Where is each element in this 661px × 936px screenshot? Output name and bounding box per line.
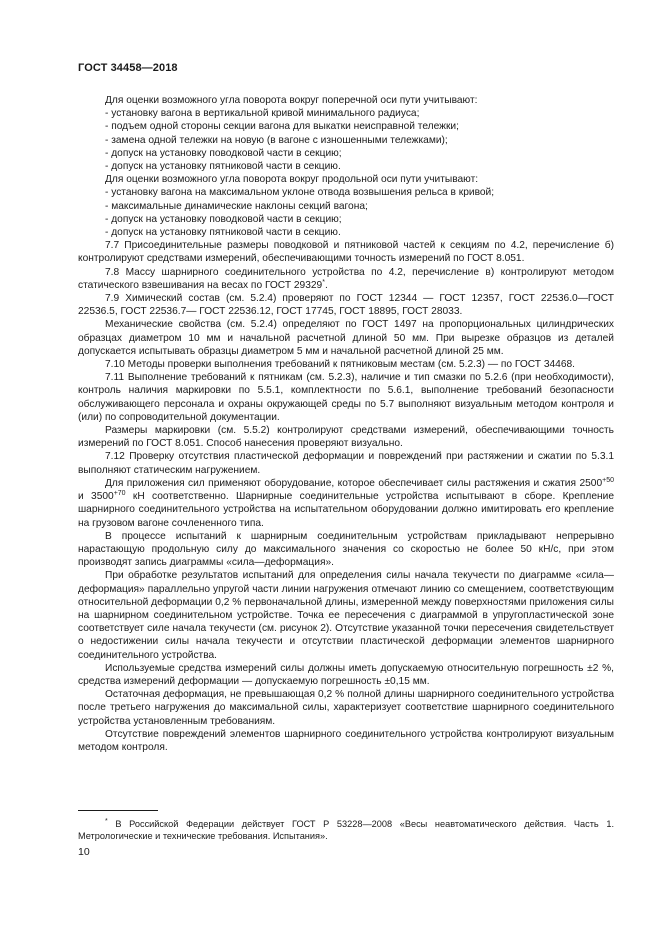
tolerance-superscript: +70 [113, 490, 126, 498]
tolerance-superscript: +50 [602, 476, 614, 484]
clause-text-end: . [324, 279, 328, 291]
text-part: Для приложения сил применяют оборудование, которое обеспечивает силы растяжения и сжатия 2500 [105, 477, 603, 489]
footnote-mark: * [105, 818, 108, 825]
clause-text: 7.8 Массу шарнирного соединительного устройства по 4.2, перечисление в) контролируют методом статического взвешивания на весах по ГОСТ 29329 [78, 266, 614, 291]
paragraph: Для оценки возможного угла поворота вокруг продольной оси пути учитывают: [105, 174, 479, 186]
paragraph: В процессе испытаний к шарнирным соединительным устройствам прикладывают непрерывно нарастающую продольную силу до максимального значения со скоростью не более 50 кН/с, при этом производят запись диаграммы «сила—деформация». [78, 530, 614, 569]
text-part: кН соответственно. Шарнирные соединительные устройства испытывают в сборе. Крепление шарнирного соединительного устройства на испытательном оборудовании должно имитировать его крепление на грузовом вагоне сочлененного типа. [78, 491, 614, 529]
main-text [78, 94, 614, 754]
footnote-reference: * [322, 278, 325, 286]
document-header: ГОСТ 34458—2018 [78, 62, 178, 74]
clause-7-12: 7.12 Проверку отсутствия пластической деформации и повреждений при растяжении и сжатии по 5.3.1 выполняют статическим нагружением. [78, 451, 614, 476]
paragraph: Для оценки возможного угла поворота вокруг поперечной оси пути учитывают: [105, 95, 478, 106]
list-item: - замена одной тележки на новую (в вагоне с изношенными тележками); [105, 134, 448, 146]
paragraph: Используемые средства измерений силы должны иметь допускаемую относительную погрешность ±2 %, средства измерений деформации — допускаемую погрешность ±0,15 мм. [78, 662, 614, 687]
list-item: - максимальные динамические наклоны секций вагона; [105, 200, 368, 212]
list-item: - установку вагона на максимальном уклоне отвода возвышения рельса в кривой; [105, 187, 495, 199]
list-item: - допуск на установку пятниковой части в секцию. [105, 227, 341, 239]
list-item: - установку вагона в вертикальной кривой минимального радиуса; [105, 108, 420, 120]
footnote-divider [78, 810, 158, 811]
paragraph: Механические свойства (см. 5.2.4) определяют по ГОСТ 1497 на пропорциональных цилиндрических образцах диаметром 10 мм и начальной расчетной длиной 50 мм. При вырезке образцов из деталей допускается испытывать образцы диаметром 5 мм и начальной расчетной длиной 25 мм. [78, 319, 614, 357]
page-number: 10 [78, 846, 90, 858]
list-item: - допуск на установку пятниковой части в секцию. [105, 161, 341, 173]
clause-7-11: 7.11 Выполнение требований к пятникам (см. 5.2.3), наличие и тип смазки по 5.2.6 (при необходимости), контроль наличия маркировки по 5.5.1, комплектности по 5.6.1, выполнение требований безопасности обслуживающего персонала и охраны окружающей среды по 5.7 выполняют визуальным методом контроля и (или) по сопроводительной документации. [78, 372, 614, 423]
list-item: - подъем одной стороны секции вагона для выкатки неисправной тележки; [105, 121, 459, 133]
list-item: - допуск на установку поводковой части в секцию; [105, 213, 342, 225]
clause-7-10: 7.10 Методы проверки выполнения требований к пятниковым местам (см. 5.2.3) — по ГОСТ 34468. [105, 359, 575, 371]
paragraph: Остаточная деформация, не превышающая 0,2 % полной длины шарнирного соединительного устройства после третьего нагружения до максимальной силы, характеризует соответствие шарнирного соединительного устройства установленным требованиям. [78, 689, 614, 727]
clause-7-8 [78, 266, 614, 292]
footnote [78, 818, 614, 842]
paragraph: При обработке результатов испытаний для определения силы начала текучести по диаграмме «сила—деформация» параллельно упругой части линии нагружения отмечают линию со смещением, соответствующим относительной деформации 0,2 % первоначальной длины, измеренной между поверхностями приложения силы на шарнирном соединительном устройстве. Точка ее пересечения с диаграммой в упругопластической зоне соответствует силе начала текучести (см. рисунок 2). Отсутствие указанной точки пересечения свидетельствует о недостижении силы начала текучести и отсутствии пластической деформации элементов шарнирного соединительного устройства. [78, 570, 614, 661]
clause-7-9: 7.9 Химический состав (см. 5.2.4) проверяют по ГОСТ 12344 — ГОСТ 12357, ГОСТ 22536.0—ГОСТ 22536.5, ГОСТ 22536.7— ГОСТ 22536.12, ГОСТ 17745, ГОСТ 18895, ГОСТ 28033. [78, 293, 614, 318]
list-item: - допуск на установку поводковой части в секцию; [105, 147, 342, 159]
text-part: и 3500 [78, 491, 114, 503]
paragraph: Размеры маркировки (см. 5.5.2) контролируют средствами измерений, обеспечивающими точность измерений по ГОСТ 8.051. Способ нанесения проверяют визуально. [78, 425, 614, 450]
footnote-text: В Российской Федерации действует ГОСТ Р 53228—2008 «Весы неавтоматического действия. Часть 1. Метрологические и технические требования. Испытания». [78, 819, 614, 841]
paragraph-forces [78, 477, 614, 530]
clause-7-7: 7.7 Присоединительные размеры поводковой и пятниковой частей к секциям по 4.2, перечисление б) контролируют средствами измерений, обеспечивающими точность измерений по ГОСТ 8.051. [78, 240, 614, 265]
paragraph: Отсутствие повреждений элементов шарнирного соединительного устройства контролируют визуальным методом контроля. [78, 728, 614, 753]
